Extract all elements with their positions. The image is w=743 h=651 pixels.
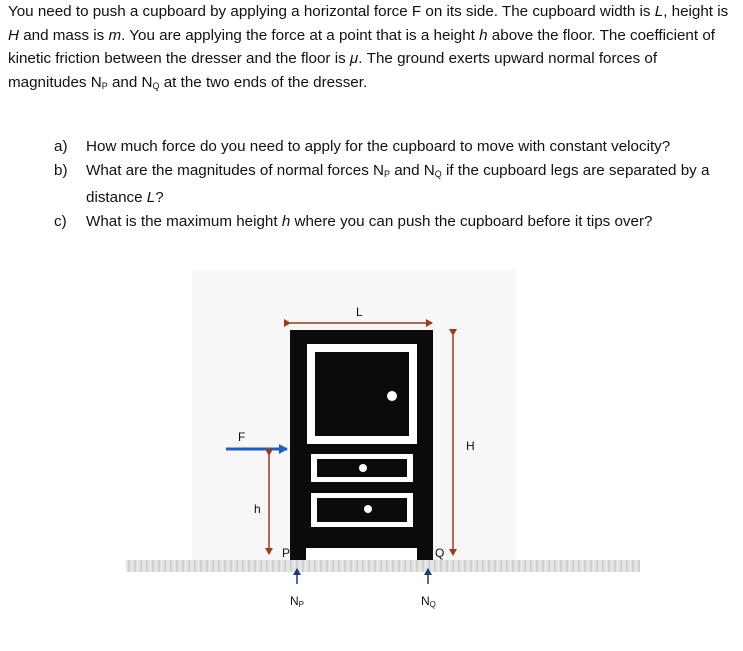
- normal-force-q-label: NQ: [421, 594, 436, 609]
- height-label: H: [466, 439, 475, 453]
- question-label: b): [54, 161, 68, 179]
- normal-force-p-label: NP: [290, 594, 305, 609]
- question-text: What are the magnitudes of normal forces $N_P$ and $N_Q$ if the cupboard legs are separated by a distance L?: [86, 161, 710, 206]
- question-label: a): [54, 138, 68, 155]
- point-p-label: P: [282, 546, 291, 560]
- force-label: F: [238, 430, 246, 444]
- question-text: How much force do you need to apply for the cupboard to move with constant velocity?: [86, 138, 671, 155]
- width-label: L: [356, 305, 363, 319]
- door-knob: [387, 391, 397, 401]
- drawer-knob: [364, 505, 372, 513]
- problem-statement: You need to push a cupboard by applying a horizontal force F on its side. The cupboard width is L, height is H and mass is m. You are applying the force at a point that is a height h above the floor. The coefficient of kinetic friction between the dresser and the floor is μ. The ground exerts upward normal forces of magnitudes $N_P$ and $N_Q$ at the two ends of the dresser.: [8, 3, 729, 91]
- question-text: What is the maximum height h where you can push the cupboard before it tips over?: [86, 212, 653, 230]
- point-q-label: Q: [435, 546, 445, 560]
- drawer-knob: [359, 464, 367, 472]
- push-height-label: h: [254, 502, 261, 516]
- question-label: c): [54, 212, 67, 230]
- cupboard: [290, 330, 433, 560]
- floor: [126, 560, 640, 572]
